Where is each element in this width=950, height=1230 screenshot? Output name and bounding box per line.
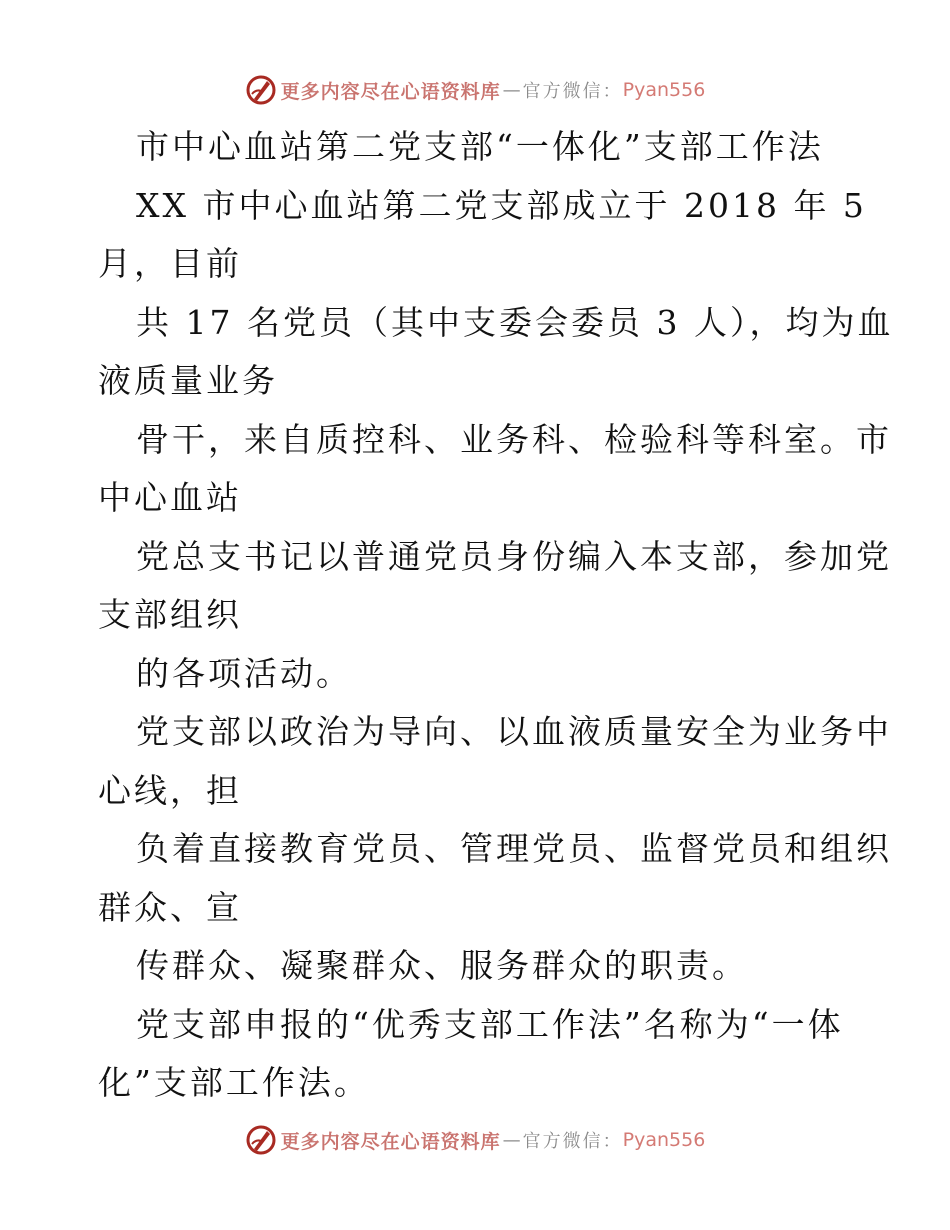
watermark-separator: — (502, 1129, 521, 1151)
watermark-wechat-label: 官方微信： (522, 1131, 623, 1152)
watermark-wechat-id: Pyan556 (622, 1129, 706, 1151)
paragraph-line: 中心血站 (98, 478, 242, 517)
watermark-site-text: 更多内容尽在心语资料库 (280, 1130, 501, 1153)
paragraph-line: 骨干，来自质控科、业务科、检验科等科室。市 (136, 419, 892, 459)
paragraph-line: 群众、宣 (98, 887, 242, 927)
paragraph-line: 化”支部工作法。 (98, 1063, 370, 1102)
paragraph-line: 支部组织 (98, 595, 242, 634)
paragraph-line: 共 17 名党员（其中支委会委员 3 人），均为血 (136, 302, 894, 342)
header-watermark (0, 70, 950, 110)
quill-logo-icon (245, 1124, 277, 1156)
paragraph-line: 月，目前 (98, 244, 242, 283)
paragraph-line: 传群众、凝聚群众、服务群众的职责。 (136, 946, 748, 985)
paragraph-line: XX 市中心血站第二党支部成立于 2018 年 5 (136, 185, 867, 225)
paragraph-line: 的各项活动。 (136, 653, 352, 693)
footer-watermark (0, 1120, 950, 1160)
watermark-wechat-id: Pyan556 (622, 79, 706, 101)
watermark-wechat-label: 官方微信： (522, 81, 623, 102)
paragraph-line: 心线，担 (98, 770, 242, 810)
paragraph-line: 党支部以政治为导向、以血液质量安全为业务中 (136, 712, 892, 751)
quill-logo-icon (245, 74, 277, 106)
paragraph-line: 负着直接教育党员、管理党员、监督党员和组织 (136, 829, 892, 868)
watermark-separator: — (502, 79, 521, 101)
paragraph-line: 党总支书记以普通党员身份编入本支部，参加党 (136, 536, 892, 576)
document-body (98, 118, 894, 1113)
watermark-site-text: 更多内容尽在心语资料库 (280, 80, 501, 103)
paragraph-line: 党支部申报的“优秀支部工作法”名称为“一体 (136, 1004, 844, 1044)
paragraph-line: 液质量业务 (98, 361, 278, 400)
document-title: 市中心血站第二党支部“一体化”支部工作法 (136, 127, 824, 166)
